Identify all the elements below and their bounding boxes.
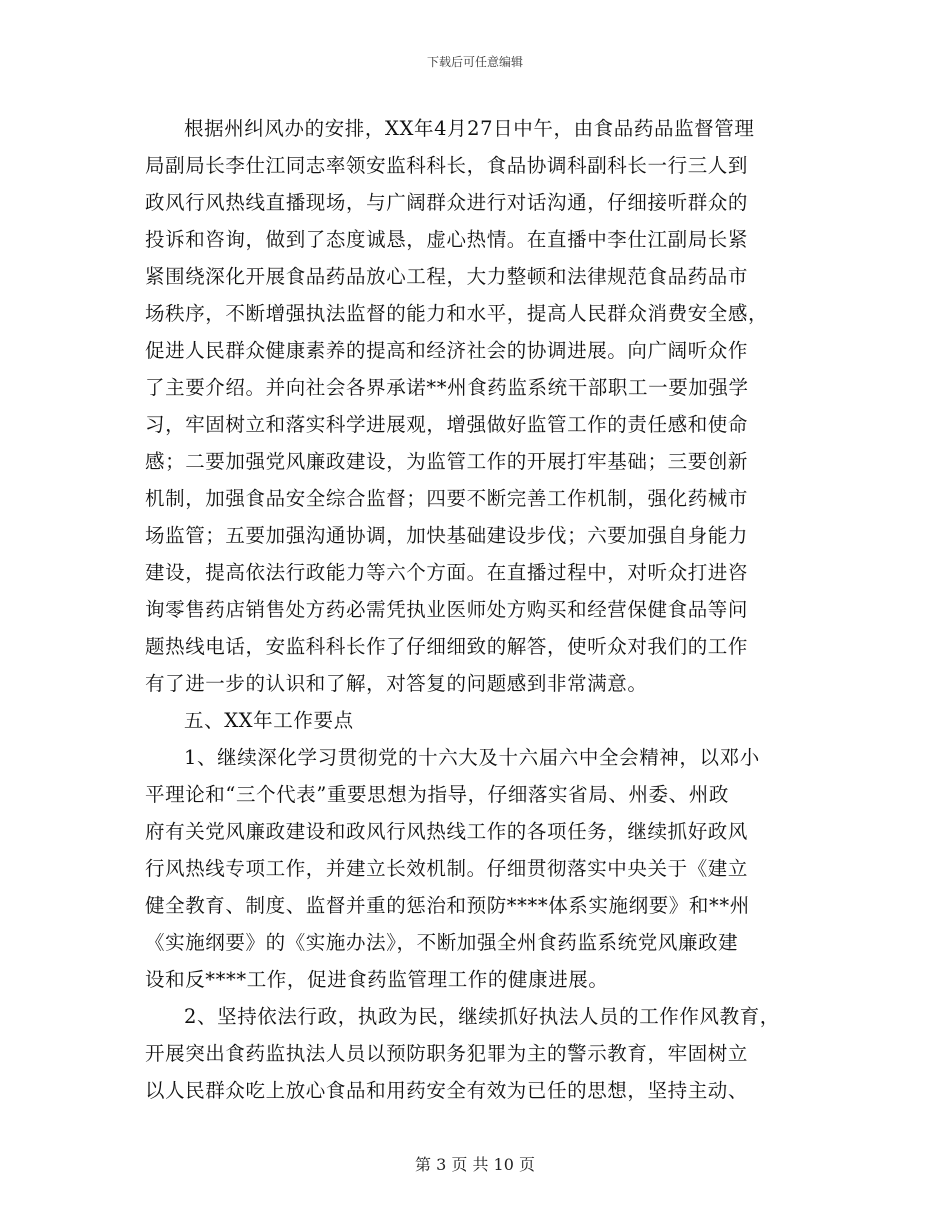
paragraph-line: 平理论和“三个代表”重要思想为指导，仔细落实省局、州委、州政 xyxy=(145,783,729,806)
paragraph-line: 投诉和咨询，做到了态度诚恳，虚心热情。在直播中李仕江副局长紧 xyxy=(145,228,749,251)
paragraph-line: 有了进一步的认识和了解，对答复的问题感到非常满意。 xyxy=(145,672,648,695)
paragraph-line: 习，牢固树立和落实科学进展观，增强做好监管工作的责任感和使命 xyxy=(145,413,749,436)
section-heading: 五、XX年工作要点 xyxy=(184,709,354,732)
paragraph-line: 感；二要加强党风廉政建设，为监管工作的开展打牢基础；三要创新 xyxy=(145,450,749,473)
paragraph-line: 1、继续深化学习贯彻党的十六大及十六届六中全会精神，以邓小 xyxy=(184,746,760,769)
paragraph-line: 根据州纠风办的安排，XX年4月27日中午，由食品药品监督管理 xyxy=(184,117,755,140)
paragraph-line: 询零售药店销售处方药必需凭执业医师处方购买和经营保健食品等问 xyxy=(145,598,749,621)
paragraph-line: 了主要介绍。并向社会各界承诺**州食药监系统干部职工一要加强学 xyxy=(145,376,749,399)
paragraph-line: 府有关党风廉政建设和政风行风热线工作的各项任务，继续抓好政风 xyxy=(145,820,749,843)
paragraph-line: 建设，提高依法行政能力等六个方面。在直播过程中，对听众打进咨 xyxy=(145,561,749,584)
paragraph-line: 设和反****工作，促进食药监管理工作的健康进展。 xyxy=(145,968,609,991)
paragraph-line: 2、坚持依法行政，执政为民，继续抓好执法人员的工作作风教育， xyxy=(184,1005,780,1028)
paragraph-line: 以人民群众吃上放心食品和用药安全有效为已任的思想，坚持主动、 xyxy=(145,1079,749,1102)
paragraph-line: 紧围绕深化开展食品药品放心工程，大力整顿和法律规范食品药品市 xyxy=(145,265,749,288)
paragraph-line: 局副局长李仕江同志率领安监科科长，食品协调科副科长一行三人到 xyxy=(145,154,749,177)
paragraph-line: 行风热线专项工作，并建立长效机制。仔细贯彻落实中央关于《建立 xyxy=(145,857,749,880)
paragraph-line: 促进人民群众健康素养的提高和经济社会的协调进展。向广阔听众作 xyxy=(145,339,749,362)
paragraph-line: 政风行风热线直播现场，与广阔群众进行对话沟通，仔细接听群众的 xyxy=(145,191,749,214)
document-body xyxy=(145,110,810,1109)
paragraph-line: 健全教育、制度、监督并重的惩治和预防****体系实施纲要》和**州 xyxy=(145,894,750,917)
paragraph-line: 场秩序，不断增强执法监督的能力和水平，提高人民群众消费安全感， xyxy=(145,302,769,325)
paragraph-line: 题热线电话，安监科科长作了仔细细致的解答，使听众对我们的工作 xyxy=(145,635,749,658)
paragraph-line: 机制，加强食品安全综合监督；四要不断完善工作机制，强化药械市 xyxy=(145,487,749,510)
page-header: 下载后可任意编辑 xyxy=(426,55,523,69)
paragraph-line: 《实施纲要》的《实施办法》，不断加强全州食药监系统党风廉政建 xyxy=(145,931,739,954)
paragraph-line: 场监管；五要加强沟通协调，加快基础建设步伐；六要加强自身能力 xyxy=(145,524,749,547)
paragraph-line: 开展突出食药监执法人员以预防职务犯罪为主的警示教育，牢固树立 xyxy=(145,1042,749,1065)
page-number: 第 3 页 共 10 页 xyxy=(415,1155,535,1174)
